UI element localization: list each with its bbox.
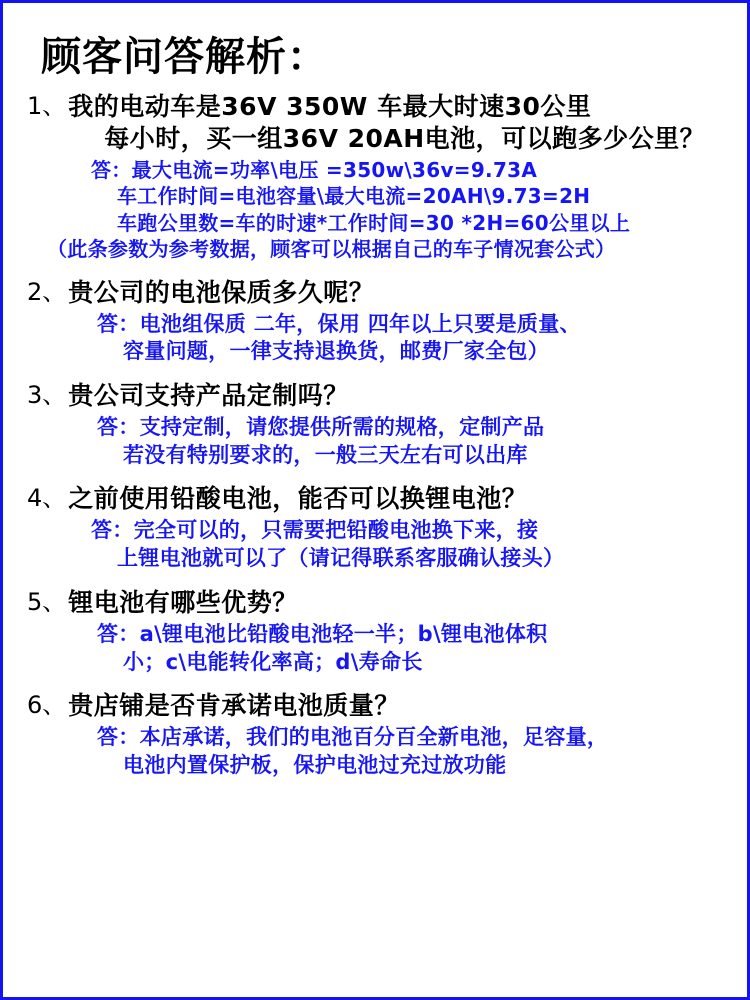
- answer-line: 答：电池组保质 二年，保用 四年以上只要是质量、: [97, 311, 581, 336]
- question-number: 5、: [27, 587, 67, 616]
- page-title: 顾客问答解析：: [41, 34, 328, 80]
- question-row: [27, 91, 729, 155]
- answer-line: 答：支持定制，请您提供所需的规格，定制产品: [97, 415, 545, 439]
- question-text: 贵公司的电池保质多久呢？: [68, 277, 375, 307]
- qa-item-3: [27, 380, 729, 469]
- answer-line: 车跑公里数=车的时速*工作时间=30 *2H=60公里以上: [117, 210, 631, 235]
- answer-note: （此条参数为参考数据，顾客可以根据自己的车子情况套公式）: [47, 237, 616, 262]
- answer-block: [97, 311, 729, 366]
- answer-block: [97, 621, 729, 676]
- question-text: 锂电池有哪些优势？: [68, 587, 298, 617]
- answer-line: 电池内置保护板，保护电池过充过放功能: [123, 753, 507, 778]
- question-text: [68, 91, 729, 155]
- answer-block: [47, 157, 729, 263]
- answer-line: 答：最大电流=功率\电压 =350w\36v=9.73A: [91, 158, 538, 182]
- qa-item-4: [27, 483, 729, 572]
- qa-item-1: [27, 91, 729, 263]
- answer-line: 若没有特别要求的，一般三天左右可以出库: [123, 442, 528, 467]
- question-row: [27, 587, 729, 619]
- qa-item-2: [27, 277, 729, 366]
- question-number: 3、: [27, 381, 67, 409]
- answer-line: 车工作时间=电池容量\最大电流=20AH\9.73=2H: [117, 184, 591, 209]
- question-number: 6、: [27, 691, 67, 720]
- question-row: [27, 277, 729, 309]
- qa-item-5: [27, 587, 729, 676]
- answer-line: 答：本店承诺，我们的电池百分百全新电池，足容量，: [97, 725, 609, 750]
- answer-block: [97, 724, 729, 779]
- question-number: 1、: [27, 92, 67, 120]
- question-text: 之前使用铅酸电池，能否可以换锂电池？: [68, 484, 528, 514]
- answer-line: 上锂电池就可以了（请记得联系客服确认接头）: [117, 546, 565, 571]
- question-text: 贵店铺是否肯承诺电池质量？: [68, 691, 400, 721]
- answer-line: 小；c\电能转化率高；d\寿命长: [123, 649, 423, 674]
- answer-block: [97, 414, 729, 469]
- question-row: [27, 690, 729, 722]
- question-row: [27, 483, 729, 515]
- answer-line: 答：完全可以的，只需要把铅酸电池换下来，接: [91, 518, 539, 543]
- answer-block: [91, 517, 729, 572]
- question-row: [27, 380, 729, 412]
- question-line-1: 我的电动车是36V 350W 车最大时速30公里: [68, 92, 592, 121]
- answer-line: 答：a\锂电池比铅酸电池轻一半；b\锂电池体积: [97, 621, 548, 646]
- question-number: 4、: [27, 484, 67, 513]
- question-line-2: 每小时，买一组36V 20AH电池，可以跑多少公里？: [104, 124, 706, 153]
- question-text: 贵公司支持产品定制吗？: [68, 381, 349, 410]
- qa-item-6: [27, 690, 729, 779]
- answer-line: 容量问题，一律支持退换货，邮费厂家全包）: [123, 339, 549, 364]
- question-number: 2、: [27, 277, 67, 306]
